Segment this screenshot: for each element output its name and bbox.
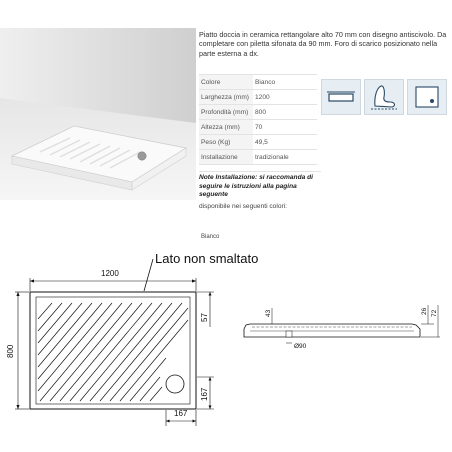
spec-row <box>199 105 317 120</box>
spec-label: Profondità (mm) <box>199 105 253 120</box>
callout-leader <box>144 259 153 291</box>
spec-row <box>199 75 317 90</box>
drain-diameter: Ø90 <box>294 343 307 350</box>
installation-note: Note Installazione: si raccomanda di seguire le istruzioni alla pagina seguente <box>199 171 321 200</box>
technical-drawing <box>0 245 452 452</box>
spec-value: 70 <box>253 120 317 135</box>
spec-label: Colore <box>199 75 253 90</box>
spec-row <box>199 150 317 165</box>
spec-value: 1200 <box>253 90 317 105</box>
spec-table <box>199 74 317 165</box>
spec-value: 49,5 <box>253 135 317 150</box>
color-swatch <box>199 220 216 232</box>
width-dimension: 1200 <box>101 269 119 278</box>
spec-row <box>199 135 317 150</box>
spec-label: Larghezza (mm) <box>199 90 253 105</box>
ceramic-tray-icon <box>321 79 361 115</box>
profile-section <box>244 324 420 337</box>
spec-row <box>199 120 317 135</box>
color-name: Bianco <box>201 234 220 240</box>
right-offset-dimension: 167 <box>200 387 209 401</box>
spec-label: Installazione <box>199 150 253 165</box>
spec-label: Altezza (mm) <box>199 120 253 135</box>
profile-left-height: 43 <box>265 309 272 317</box>
drain-position-icon <box>407 79 447 115</box>
depth-dimension: 800 <box>6 344 15 358</box>
available-colors-label: disponibile nei seguenti colori: <box>199 203 287 210</box>
spec-row <box>199 90 317 105</box>
profile-right-total: 72 <box>431 309 438 317</box>
spec-value: tradizionale <box>253 150 317 165</box>
top-offset-dimension: 57 <box>200 313 209 322</box>
profile-right-top: 26 <box>421 307 428 315</box>
spec-label: Peso (Kg) <box>199 135 253 150</box>
callout-label: Lato non smaltato <box>155 251 259 266</box>
product-photo <box>0 28 196 200</box>
bottom-offset-dimension: 167 <box>174 409 188 418</box>
spec-value: 800 <box>253 105 317 120</box>
anti-slip-foot-icon <box>364 79 404 115</box>
product-description: Piatto doccia in ceramica rettangolare alto 70 mm con disegno antiscivolo. Da completare con piletta sifonata da 90 mm. Foro di scarico posizionato nella parte esterna a dx. <box>199 30 447 58</box>
drain-hole <box>166 375 184 393</box>
spec-value: Bianco <box>253 75 317 90</box>
